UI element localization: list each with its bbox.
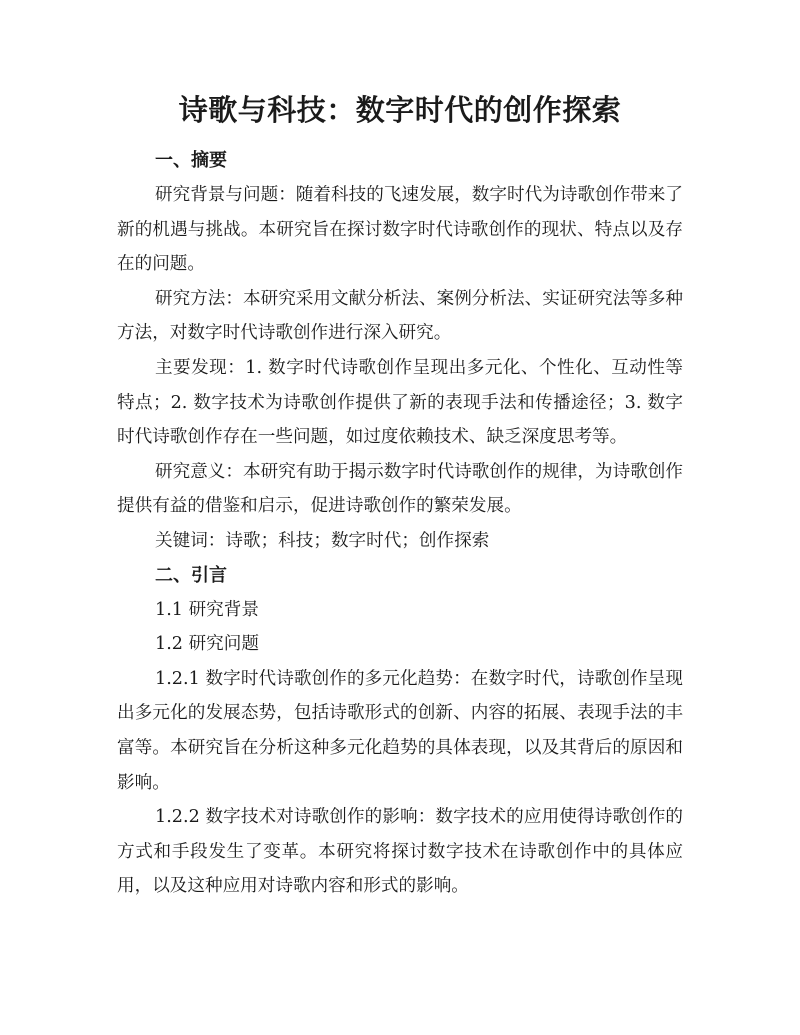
introduction-heading: 二、引言 [155,564,227,586]
section-1-2-1-paragraph: 1.2.1 数字时代诗歌创作的多元化趋势：在数字时代，诗歌创作呈现出多元化的发展态势，包括诗歌形式的创新、内容的拓展、表现手法的丰富等。本研究旨在分析这种多元化趋势的具体表现，以及其背后的原因和影响。 [117,668,683,793]
document-body [117,144,683,904]
abstract-method-paragraph: 研究方法：本研究采用文献分析法、案例分析法、实证研究法等多种方法，对数字时代诗歌创作进行深入研究。 [117,288,683,344]
section-1-1-heading: 1.1 研究背景 [155,599,259,620]
abstract-significance-paragraph: 研究意义：本研究有助于揭示数字时代诗歌创作的规律，为诗歌创作提供有益的借鉴和启示，促进诗歌创作的繁荣发展。 [117,461,683,517]
abstract-heading: 一、摘要 [155,150,227,171]
abstract-background-paragraph: 研究背景与问题：随着科技的飞速发展，数字时代为诗歌创作带来了新的机遇与挑战。本研究旨在探讨数字时代诗歌创作的现状、特点以及存在的问题。 [117,185,683,275]
section-1-2-heading: 1.2 研究问题 [155,634,259,655]
abstract-findings-paragraph: 主要发现：1. 数字时代诗歌创作呈现出多元化、个性化、互动性等特点；2. 数字技术为诗歌创作提供了新的表现手法和传播途径；3. 数字时代诗歌创作存在一些问题，如过度依赖技术、缺乏深度思考等。 [117,357,683,448]
section-1-2-2-paragraph: 1.2.2 数字技术对诗歌创作的影响：数字技术的应用使得诗歌创作的方式和手段发生了变革。本研究将探讨数字技术在诗歌创作中的具体应用，以及这种应用对诗歌内容和形式的影响。 [117,807,683,897]
keywords-line: 关键词：诗歌；科技；数字时代；创作探索 [155,530,490,551]
document-title: 诗歌与科技：数字时代的创作探索 [178,93,622,127]
